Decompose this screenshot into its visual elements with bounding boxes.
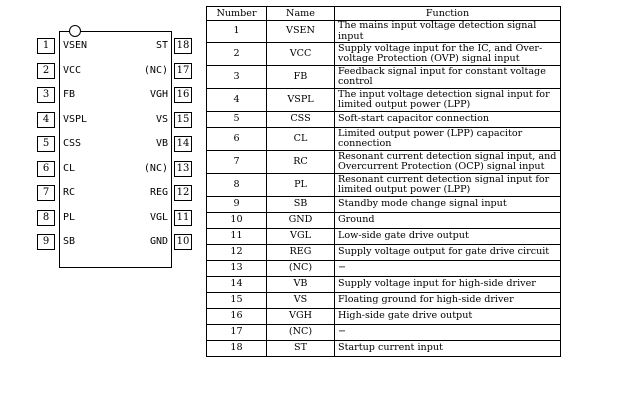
- pin-number-box: 3: [37, 87, 55, 103]
- table-row: [207, 309, 561, 325]
- table-body: [207, 21, 561, 357]
- pin-number-box: 5: [37, 136, 55, 152]
- table-row: [207, 151, 561, 174]
- cell-function: Floating ground for high-side driver: [335, 293, 561, 309]
- cell-number: 15: [207, 293, 267, 309]
- pin-label: VS: [155, 113, 168, 125]
- table-row: [207, 66, 561, 89]
- cell-function: Supply voltage input for the IC, and Over-voltage Protection (OVP) signal input: [335, 43, 561, 66]
- pin-label: VSPL: [63, 113, 88, 125]
- cell-number: 2: [207, 43, 267, 66]
- table-row: [207, 174, 561, 197]
- table-row: [207, 128, 561, 151]
- pin-number-box: 14: [174, 136, 192, 152]
- cell-name: FB: [267, 66, 335, 89]
- cell-function: Resonant current detection signal input, and Overcurrent Protection (OCP) signal input: [335, 151, 561, 174]
- cell-number: 17: [207, 325, 267, 341]
- table-row: [207, 43, 561, 66]
- cell-name: VSPL: [267, 89, 335, 112]
- pin-label: GND: [149, 236, 168, 247]
- pin-number-box: 10: [174, 234, 192, 250]
- pin-number-box: 16: [174, 87, 192, 103]
- cell-number: 18: [207, 341, 267, 357]
- cell-name: CSS: [267, 112, 335, 128]
- pin-diagram: [0, 0, 210, 402]
- cell-function: Supply voltage output for gate drive circuit: [335, 245, 561, 261]
- pin-label: RC: [63, 187, 76, 198]
- cell-name: ST: [267, 341, 335, 357]
- cell-number: 9: [207, 197, 267, 213]
- pin-number-box: 8: [37, 210, 55, 226]
- cell-number: 3: [207, 66, 267, 89]
- header-number: Number: [207, 7, 267, 21]
- cell-function: The mains input voltage detection signal input: [335, 21, 561, 43]
- pin-label: CSS: [63, 138, 82, 149]
- table-row: [207, 325, 561, 341]
- cell-number: 14: [207, 277, 267, 293]
- cell-function: Resonant current detection signal input for limited output power (LPP): [335, 174, 561, 197]
- cell-number: 12: [207, 245, 267, 261]
- cell-name: VGL: [267, 229, 335, 245]
- cell-name: GND: [267, 213, 335, 229]
- pin-number-box: 13: [174, 161, 192, 177]
- cell-number: 11: [207, 229, 267, 245]
- pin-number-box: 7: [37, 185, 55, 201]
- pin-number-box: 15: [174, 112, 192, 128]
- pin-number-box: 4: [37, 112, 55, 128]
- pin-number-box: 6: [37, 161, 55, 177]
- cell-name: VSEN: [267, 21, 335, 43]
- pin-label: FB: [63, 89, 76, 100]
- cell-name: VCC: [267, 43, 335, 66]
- table-row: [207, 197, 561, 213]
- pin-number-box: 12: [174, 185, 192, 201]
- cell-function: Soft-start capacitor connection: [335, 112, 561, 128]
- cell-number: 13: [207, 261, 267, 277]
- cell-function: Startup current input: [335, 341, 561, 357]
- cell-function: The input voltage detection signal input for limited output power (LPP): [335, 89, 561, 112]
- pin-label: VB: [155, 138, 168, 149]
- cell-function: Limited output power (LPP) capacitor connection: [335, 128, 561, 151]
- pin-number-box: 9: [37, 234, 55, 250]
- table-row: [207, 261, 561, 277]
- cell-name: PL: [267, 174, 335, 197]
- table-row: [207, 213, 561, 229]
- pin-label: (NC): [143, 162, 168, 174]
- header-name: Name: [267, 7, 335, 21]
- pin-function-table: [206, 6, 561, 357]
- cell-number: 10: [207, 213, 267, 229]
- pin-label: VSEN: [63, 40, 88, 51]
- cell-name: VGH: [267, 309, 335, 325]
- cell-function: Supply voltage input for high-side driver: [335, 277, 561, 293]
- cell-function: −: [335, 325, 561, 341]
- pin-number-box: 18: [174, 38, 192, 54]
- table-row: [207, 293, 561, 309]
- pin-number-box: 2: [37, 63, 55, 79]
- pin-number-box: 11: [174, 210, 192, 226]
- cell-name: RC: [267, 151, 335, 174]
- cell-number: 1: [207, 21, 267, 43]
- pin-label: VCC: [63, 64, 82, 76]
- cell-name: VS: [267, 293, 335, 309]
- cell-name: (NC): [267, 325, 335, 341]
- cell-name: VB: [267, 277, 335, 293]
- pin-number-box: 17: [174, 63, 192, 79]
- cell-name: CL: [267, 128, 335, 151]
- cell-name: REG: [267, 245, 335, 261]
- table-row: [207, 89, 561, 112]
- pin-label: PL: [63, 211, 76, 223]
- cell-name: (NC): [267, 261, 335, 277]
- table-header-row: [207, 7, 561, 21]
- cell-number: 7: [207, 151, 267, 174]
- pin-label: VGH: [149, 89, 168, 100]
- cell-function: Feedback signal input for constant voltage control: [335, 66, 561, 89]
- header-function: Function: [335, 7, 561, 21]
- cell-number: 8: [207, 174, 267, 197]
- cell-name: SB: [267, 197, 335, 213]
- cell-number: 4: [207, 89, 267, 112]
- pin-label: SB: [63, 236, 76, 247]
- cell-number: 6: [207, 128, 267, 151]
- cell-function: Low-side gate drive output: [335, 229, 561, 245]
- table-row: [207, 229, 561, 245]
- cell-function: Standby mode change signal input: [335, 197, 561, 213]
- pin-label: (NC): [143, 64, 168, 76]
- pin1-notch-icon: [69, 25, 81, 37]
- table-row: [207, 277, 561, 293]
- pin-number-box: 1: [37, 38, 55, 54]
- cell-function: High-side gate drive output: [335, 309, 561, 325]
- table-row: [207, 245, 561, 261]
- table-row: [207, 112, 561, 128]
- cell-number: 5: [207, 112, 267, 128]
- pin-label: ST: [155, 40, 168, 51]
- cell-function: −: [335, 261, 561, 277]
- pin-label: VGL: [149, 211, 168, 223]
- table-row: [207, 341, 561, 357]
- table-row: [207, 21, 561, 43]
- cell-function: Ground: [335, 213, 561, 229]
- pin-label: CL: [63, 162, 76, 174]
- cell-number: 16: [207, 309, 267, 325]
- pin-label: REG: [149, 187, 168, 198]
